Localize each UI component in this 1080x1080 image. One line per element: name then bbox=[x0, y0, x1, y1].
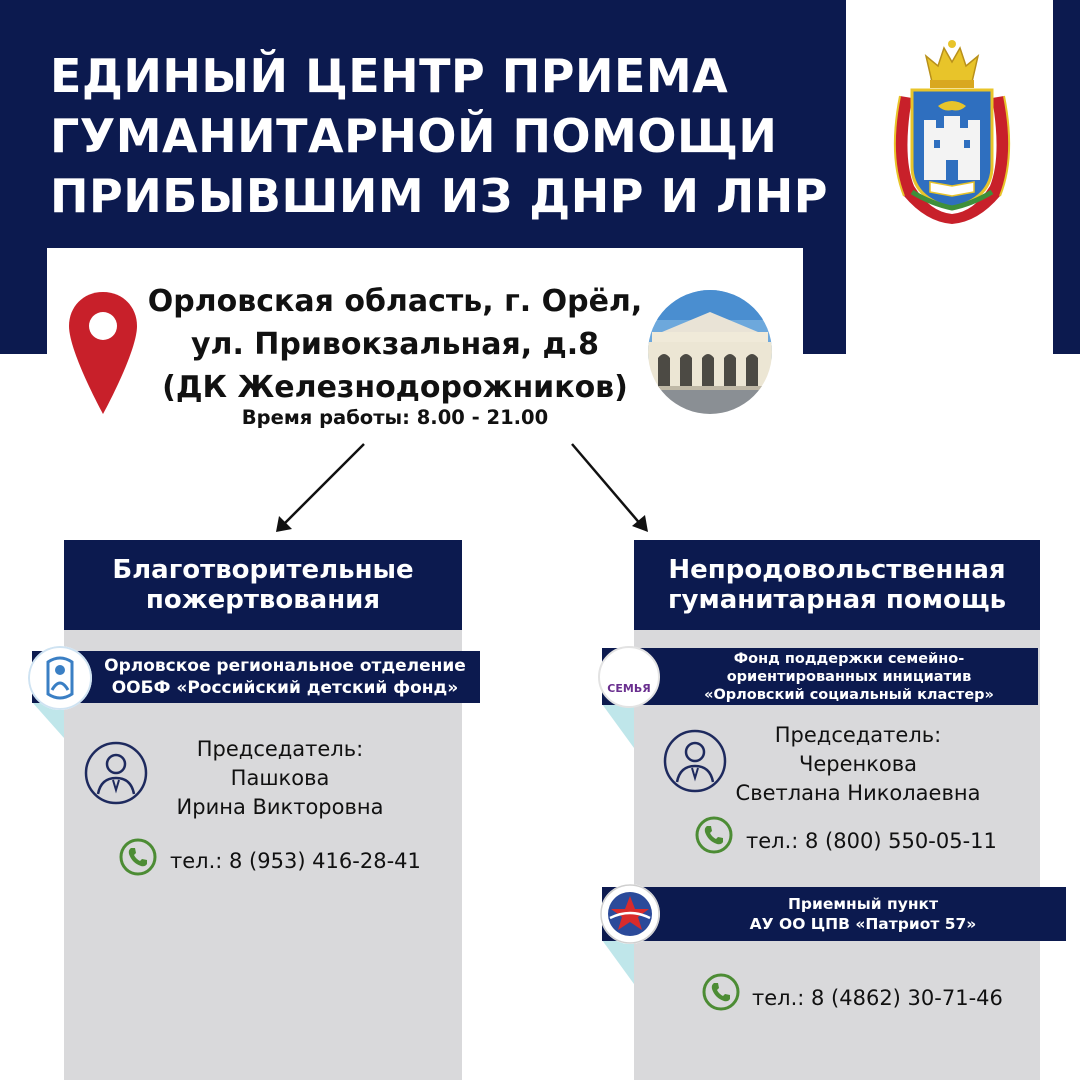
header-right-stripe bbox=[803, 248, 846, 354]
childrens-fund-logo bbox=[28, 646, 92, 710]
family-logo bbox=[598, 646, 660, 708]
banner-fold bbox=[602, 704, 634, 748]
column-header-line: пожертвования bbox=[145, 585, 381, 615]
address-line: (ДК Железнодорожников) bbox=[162, 370, 628, 405]
address-line: ул. Привокзальная, д.8 bbox=[190, 327, 600, 362]
patriot-logo bbox=[600, 884, 660, 944]
family-logo-text: СЕМЬЯ bbox=[607, 681, 651, 695]
location-pin-icon bbox=[66, 290, 140, 416]
phone-icon bbox=[118, 837, 158, 877]
org-name-line: Фонд поддержки семейно- bbox=[733, 650, 965, 667]
header-left-stripe bbox=[0, 248, 47, 354]
org-name-line: Орловское региональное отделение bbox=[104, 656, 466, 676]
phone-icon bbox=[694, 815, 734, 855]
org-banner-social-cluster bbox=[602, 648, 1038, 705]
org-name-line: ориентированных инициатив bbox=[726, 668, 972, 685]
org-name-line: «Орловский социальный кластер» bbox=[704, 686, 994, 703]
chair-label: Председатель: bbox=[196, 737, 364, 761]
chair-name-line: Черенкова bbox=[798, 752, 918, 776]
org-banner-patriot bbox=[602, 887, 1066, 941]
building-photo bbox=[648, 290, 772, 414]
flow-arrows bbox=[0, 430, 1080, 540]
chairperson-info bbox=[150, 735, 410, 822]
title-line: ПРИБЫВШИМ ИЗ ДНР И ЛНР bbox=[50, 169, 828, 223]
chair-name-line: Светлана Николаевна bbox=[735, 781, 981, 805]
phone-number[interactable]: тел.: 8 (4862) 30-71-46 bbox=[752, 986, 1003, 1010]
page-title bbox=[50, 46, 840, 226]
phone-number[interactable]: тел.: 8 (800) 550-05-11 bbox=[746, 829, 997, 853]
person-icon bbox=[83, 740, 149, 806]
title-line: ГУМАНИТАРНОЙ ПОМОЩИ bbox=[50, 109, 778, 163]
chairperson-info bbox=[720, 721, 996, 808]
person-icon bbox=[662, 728, 728, 794]
column-header bbox=[64, 540, 462, 630]
phone-number[interactable]: тел.: 8 (953) 416-28-41 bbox=[170, 849, 421, 873]
title-line: ЕДИНЫЙ ЦЕНТР ПРИЕМА bbox=[50, 49, 729, 103]
banner-fold bbox=[602, 940, 634, 984]
column-header-line: Благотворительные bbox=[112, 555, 414, 585]
address bbox=[140, 280, 650, 409]
org-banner-childrens-fund bbox=[32, 651, 480, 703]
phone-icon bbox=[701, 972, 741, 1012]
address-line: Орловская область, г. Орёл, bbox=[147, 284, 643, 319]
chair-label: Председатель: bbox=[774, 723, 942, 747]
column-header-line: гуманитарная помощь bbox=[667, 585, 1007, 615]
column-header-line: Непродовольственная bbox=[668, 555, 1006, 585]
org-name-line: АУ ОО ЦПВ «Патриот 57» bbox=[749, 915, 977, 933]
chair-name-line: Пашкова bbox=[230, 766, 330, 790]
chair-name-line: Ирина Викторовна bbox=[176, 795, 384, 819]
org-name-line: ООБФ «Российский детский фонд» bbox=[111, 678, 459, 698]
org-name-line: Приемный пункт bbox=[787, 895, 939, 913]
header-edge-stripe bbox=[1053, 0, 1080, 354]
working-hours: Время работы: 8.00 - 21.00 bbox=[241, 406, 549, 429]
column-header bbox=[634, 540, 1040, 630]
coat-of-arms-emblem bbox=[882, 36, 1022, 226]
